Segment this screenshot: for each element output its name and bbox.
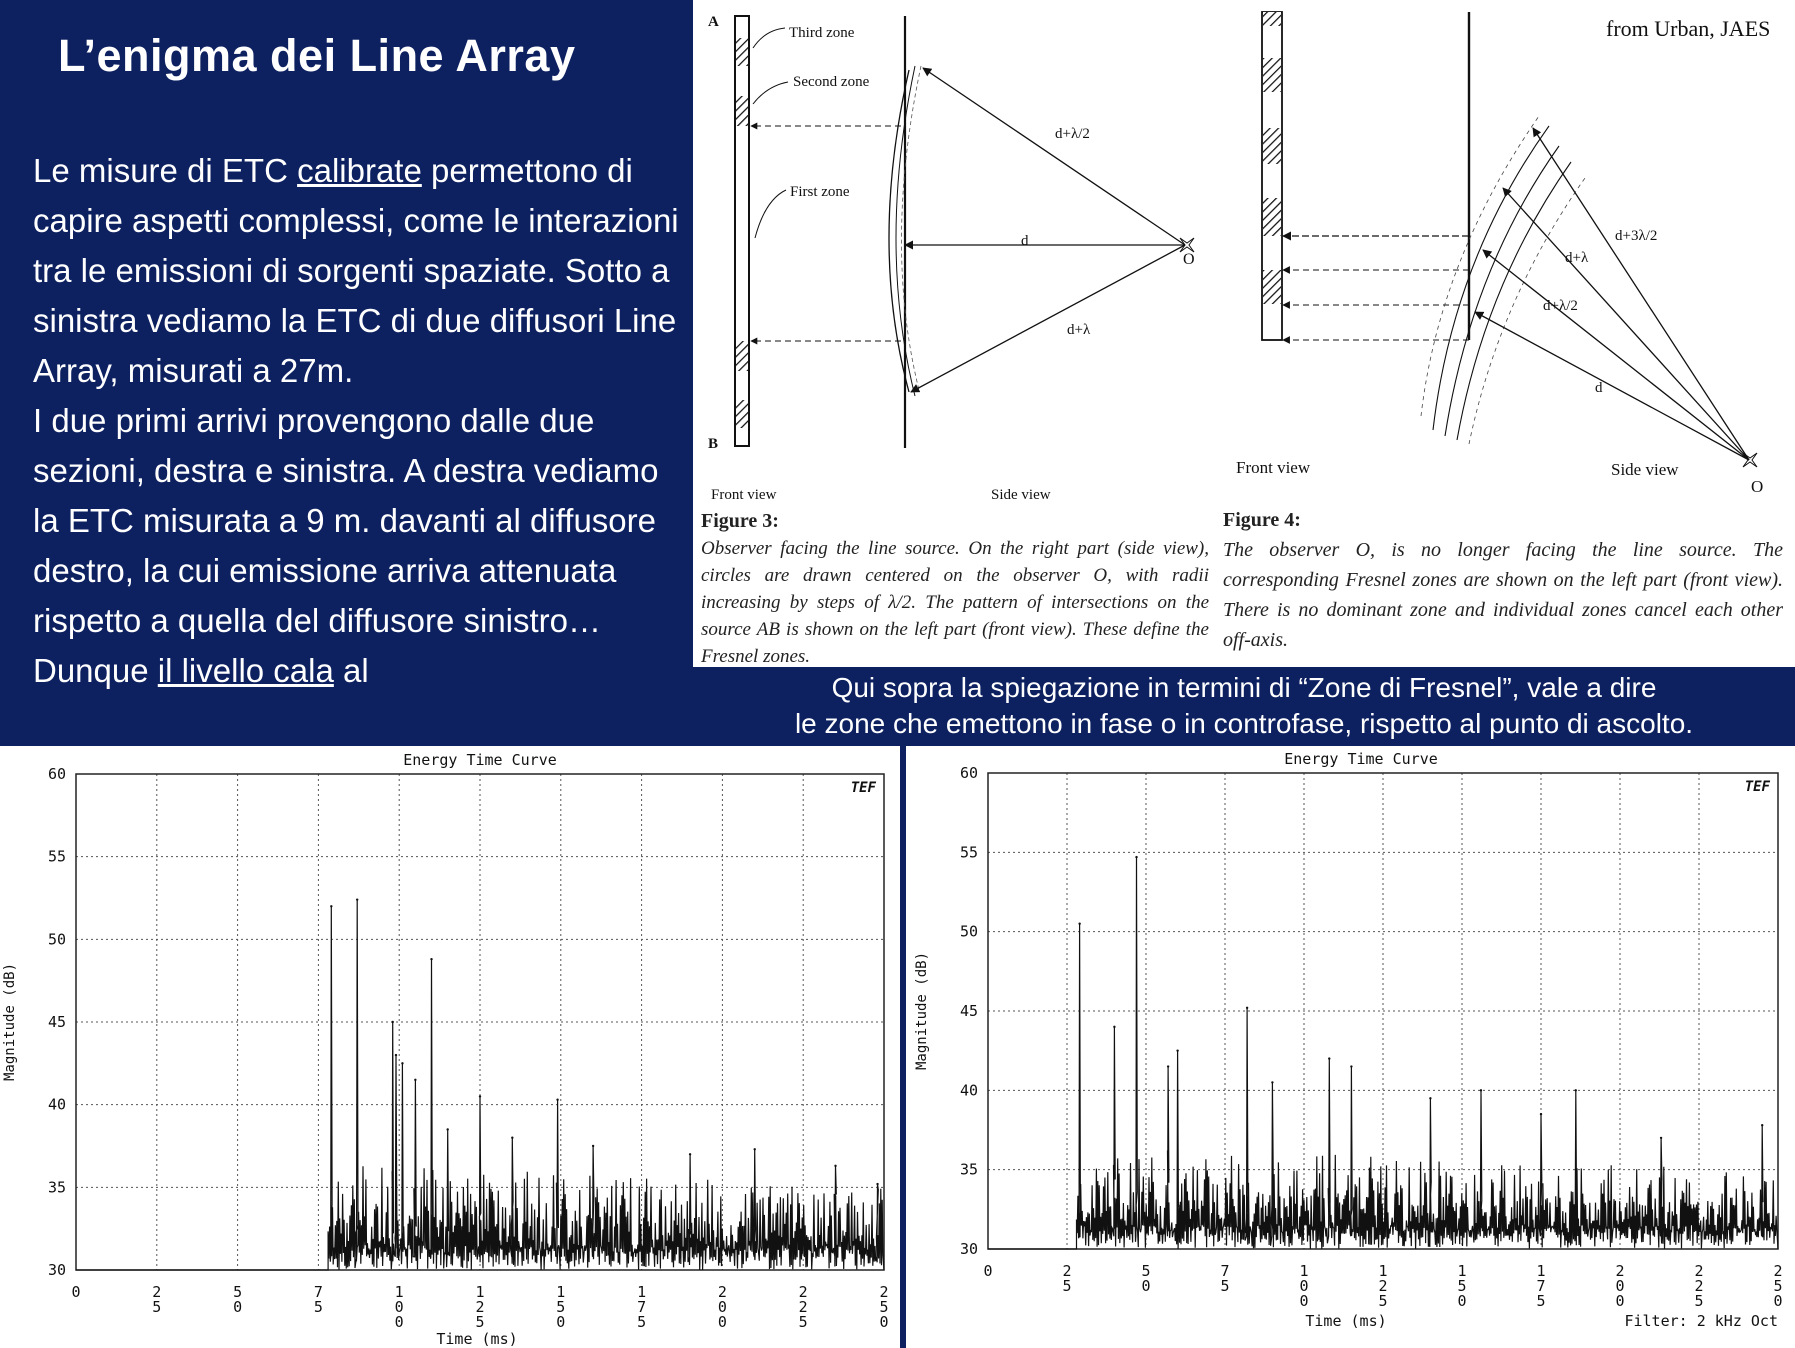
chart-1-peak-point bbox=[1660, 1137, 1662, 1139]
figure-3-caption-text: Observer facing the line source. On the right part (side view), circles are drawn centered on the observer O, with radii increasing by steps of λ/2. The pattern of intersections on the source AB is shown on the left part (front view). These define the Fresnel zones. bbox=[701, 538, 1209, 667]
chart-1-peak-point bbox=[1271, 1081, 1273, 1083]
chart-1-x-tick-label: 5 0 bbox=[1141, 1262, 1151, 1295]
chart-0-peak-point bbox=[414, 1079, 416, 1081]
label-d-half-lambda: d+λ/2 bbox=[1055, 126, 1090, 142]
chart-1-peak-point bbox=[1113, 1026, 1115, 1028]
label-d-lambda: d+λ bbox=[1067, 322, 1091, 338]
text-run: I due primi arrivi provengono dalle due sezioni, destra e sinistra. A destra vediamo la ETC misurata a 9 m. davanti al diffusore destro, la cui emissione arriva attenuata rispetto a quella del diffusore sinistro… Dunque bbox=[33, 402, 659, 689]
chart-0-y-tick-label: 45 bbox=[47, 1013, 66, 1031]
chart-0-x-tick-label: 7 5 bbox=[313, 1283, 323, 1316]
chart-0-y-tick-label: 60 bbox=[47, 765, 66, 783]
chart-0-peak-point bbox=[556, 1099, 558, 1101]
chart-1-x-tick-label: 2 2 5 bbox=[1694, 1262, 1704, 1310]
chart-1-peak-point bbox=[1328, 1057, 1330, 1059]
text-run: permettono di capire aspetti complessi, come le interazioni tra le emissioni di sorgenti spaziate. Sotto a sinistra vediamo la ETC di due diffusori Line Array, misurati a 27m. bbox=[33, 152, 679, 389]
chart-0-peak-point bbox=[392, 1021, 394, 1023]
chart-0-x-tick-label: 2 2 5 bbox=[798, 1283, 808, 1331]
paragraph-1 bbox=[33, 146, 688, 396]
chart-1-tef-logo: TEF bbox=[1744, 779, 1770, 795]
body-text bbox=[33, 146, 688, 696]
zone-hatch bbox=[736, 341, 748, 371]
chart-1-y-tick-label: 50 bbox=[959, 922, 978, 941]
etc-chart-right-svg bbox=[906, 746, 1795, 1348]
zone-hatch bbox=[736, 38, 748, 66]
chart-0-peak-point bbox=[330, 905, 332, 907]
label-first-zone: First zone bbox=[790, 184, 850, 200]
chart-1-y-tick-label: 35 bbox=[959, 1160, 978, 1179]
chart-0-peak-point bbox=[479, 1095, 481, 1097]
chart-1-y-tick-label: 30 bbox=[959, 1240, 978, 1258]
chart-0-x-tick-label: 1 0 0 bbox=[394, 1283, 404, 1331]
fresnel-figure-panel bbox=[693, 0, 1795, 667]
label-third-zone: Third zone bbox=[789, 25, 855, 41]
chart-0-peak-point bbox=[511, 1137, 513, 1139]
chart-1-y-tick-label: 60 bbox=[959, 764, 978, 782]
chart-1-x-axis-label: Time (ms) bbox=[1305, 1312, 1387, 1330]
chart-1-peak-point bbox=[1575, 1089, 1577, 1091]
label-a: A bbox=[708, 14, 719, 30]
paragraph-2 bbox=[33, 396, 688, 696]
chart-0-x-tick-label: 2 5 0 bbox=[879, 1283, 889, 1331]
figure-3-caption-title: Figure 3: bbox=[701, 510, 779, 532]
explanation-line-2: le zone che emettono in fase o in controfase, rispetto al punto di ascolto. bbox=[794, 708, 1694, 739]
label-d-half-lambda-4: d+λ/2 bbox=[1543, 298, 1578, 314]
chart-1-x-tick-label: 1 0 0 bbox=[1299, 1262, 1309, 1310]
chart-1-x-tick-label: 1 2 5 bbox=[1378, 1262, 1388, 1310]
zone-hatch bbox=[1263, 270, 1281, 304]
label-second-zone: Second zone bbox=[793, 74, 870, 90]
chart-1-peak-point bbox=[1167, 1065, 1169, 1067]
chart-1-peak-point bbox=[1480, 1089, 1482, 1091]
chart-0-x-tick-label: 1 7 5 bbox=[637, 1283, 647, 1331]
zone-hatch bbox=[1263, 128, 1281, 164]
etc-chart-left-svg bbox=[0, 746, 900, 1348]
chart-0-y-tick-label: 50 bbox=[47, 930, 66, 949]
label-d-4: d bbox=[1595, 380, 1603, 396]
chart-0-peak-point bbox=[446, 1128, 448, 1130]
chart-0-peak-point bbox=[834, 1165, 836, 1167]
text-run: Le misure di ETC bbox=[33, 152, 298, 189]
label-d-3half-lambda: d+3λ/2 bbox=[1615, 228, 1658, 244]
chart-0-peak-point bbox=[689, 1153, 691, 1155]
chart-0-x-tick-label: 1 5 0 bbox=[556, 1283, 566, 1331]
chart-0-peak-point bbox=[356, 898, 358, 900]
chart-0-peak-point bbox=[592, 1145, 594, 1147]
chart-1-y-tick-label: 55 bbox=[959, 843, 978, 862]
fresnel-explanation bbox=[693, 670, 1795, 742]
chart-0-x-tick-label: 5 0 bbox=[233, 1283, 243, 1316]
chart-0-y-tick-label: 55 bbox=[47, 847, 66, 866]
label-front-view-4: Front view bbox=[1236, 458, 1311, 477]
chart-1-x-tick-label: 2 0 0 bbox=[1615, 1262, 1625, 1310]
chart-0-peak-point bbox=[754, 1148, 756, 1150]
figure-4-caption-title: Figure 4: bbox=[1223, 509, 1301, 531]
figure-4-caption bbox=[1223, 505, 1783, 655]
chart-1-y-axis-label: Magnitude (dB) bbox=[914, 951, 930, 1071]
figure-3-caption bbox=[701, 508, 1209, 667]
figure-4-caption-text: The observer O, is no longer facing the line source. The corresponding Fresnel zones are shown on the left part (front view). There is no dominant zone and individual zones cancel each other off-axis. bbox=[1223, 539, 1783, 651]
chart-1-peak-point bbox=[1540, 1113, 1542, 1115]
chart-0-tef-logo: TEF bbox=[850, 780, 876, 796]
chart-0-y-tick-label: 40 bbox=[47, 1095, 66, 1114]
page-title: L’enigma dei Line Array bbox=[58, 30, 576, 81]
etc-chart-left bbox=[0, 746, 900, 1348]
zone-hatch bbox=[1263, 12, 1281, 26]
source-credit: from Urban, JAES bbox=[1606, 16, 1771, 41]
chart-1-peak-point bbox=[1078, 923, 1080, 925]
label-side-view-4: Side view bbox=[1611, 460, 1679, 479]
chart-0-y-tick-label: 30 bbox=[47, 1261, 66, 1279]
explanation-line-1: Qui sopra la spiegazione in termini di “Zone di Fresnel”, vale a dire bbox=[831, 672, 1657, 703]
chart-1-filter-label: Filter: 2 kHz Oct bbox=[1624, 1312, 1778, 1330]
chart-1-peak-point bbox=[1429, 1097, 1431, 1099]
chart-0-title: Energy Time Curve bbox=[403, 751, 557, 769]
label-observer-o-4: O bbox=[1751, 477, 1764, 496]
zone-hatch bbox=[736, 400, 748, 428]
chart-1-peak-point bbox=[1350, 1065, 1352, 1067]
chart-1-peak-point bbox=[1246, 1007, 1248, 1009]
chart-1-x-tick-label: 2 5 0 bbox=[1773, 1262, 1783, 1310]
label-observer-o: O bbox=[1183, 251, 1195, 268]
underlined-word-calibrate: calibrate bbox=[297, 152, 422, 189]
chart-1-y-tick-label: 40 bbox=[959, 1081, 978, 1100]
figure-4-drawing bbox=[1262, 12, 1757, 467]
chart-1-x-tick-label: 2 5 bbox=[1062, 1262, 1072, 1295]
chart-0-x-tick-label: 1 2 5 bbox=[475, 1283, 485, 1331]
zone-hatch bbox=[736, 96, 748, 126]
chart-1-title: Energy Time Curve bbox=[1284, 750, 1438, 768]
chart-1-y-tick-label: 45 bbox=[959, 1002, 978, 1020]
chart-1-peak-point bbox=[1135, 856, 1137, 858]
chart-0-y-axis-label: Magnitude (dB) bbox=[2, 962, 18, 1082]
label-side-view: Side view bbox=[991, 487, 1051, 503]
label-d: d bbox=[1021, 233, 1029, 249]
zone-hatch bbox=[1263, 198, 1281, 236]
chart-1-x-tick-label: 1 7 5 bbox=[1536, 1262, 1546, 1310]
chart-1-x-tick-label: 0 bbox=[983, 1262, 993, 1280]
chart-0-peak-point bbox=[430, 958, 432, 960]
label-d-lambda-4: d+λ bbox=[1565, 250, 1589, 266]
chart-0-peak-point bbox=[876, 1183, 878, 1185]
underlined-phrase-level-drops: il livello cala bbox=[157, 652, 334, 689]
chart-0-x-axis-label: Time (ms) bbox=[436, 1330, 518, 1348]
chart-0-x-tick-label: 0 bbox=[71, 1283, 81, 1301]
zone-hatch bbox=[1263, 58, 1281, 92]
chart-1-x-tick-label: 1 5 0 bbox=[1457, 1262, 1467, 1310]
chart-1-peak-point bbox=[1761, 1124, 1763, 1126]
chart-0-x-tick-label: 2 0 0 bbox=[717, 1283, 727, 1331]
chart-0-x-tick-label: 2 5 bbox=[152, 1283, 162, 1316]
label-front-view: Front view bbox=[711, 487, 777, 503]
chart-1-x-tick-label: 7 5 bbox=[1220, 1262, 1230, 1295]
etc-chart-right bbox=[906, 746, 1795, 1348]
chart-1-peak-point bbox=[1176, 1049, 1178, 1051]
chart-0-peak-point bbox=[395, 1054, 397, 1056]
chart-0-peak-point bbox=[401, 1062, 403, 1064]
text-run: al bbox=[333, 652, 369, 689]
label-b: B bbox=[708, 436, 719, 452]
chart-0-y-tick-label: 35 bbox=[47, 1178, 66, 1197]
